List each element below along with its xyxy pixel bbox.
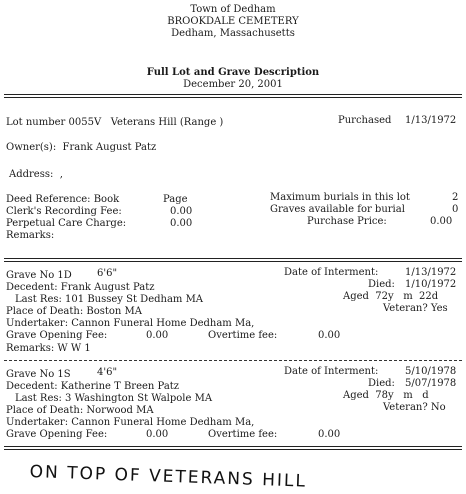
overtime-fee-value: 0.00 [318,330,341,341]
veteran-status: Veteran? Yes [383,303,448,314]
perpetual-care-value: 0.00 [170,218,193,229]
overtime-fee-label: Overtime fee: [208,330,278,341]
undertaker: Undertaker: Cannon Funeral Home Dedham Ma, [6,417,255,428]
purchased-label: Purchased [338,115,392,126]
opening-fee-label: Grave Opening Fee: [6,429,108,440]
opening-fee-value: 0.00 [146,429,169,440]
last-residence: Last Res: 101 Bussey St Dedham MA [15,294,204,305]
grave-number: Grave No 1S [6,369,71,380]
undertaker: Undertaker: Cannon Funeral Home Dedham Ma, [6,318,255,329]
opening-fee-label: Grave Opening Fee: [6,330,108,341]
place-of-death: Place of Death: Boston MA [6,306,143,317]
place-of-death: Place of Death: Norwood MA [6,405,154,416]
age-at-death: Aged 78y m d [343,390,429,401]
lot-remarks: Remarks: [6,230,55,241]
died-date: 1/10/1972 [405,279,457,290]
decedent: Decedent: Katherine T Breen Patz [6,381,180,392]
grave-size: 6'6" [97,268,118,279]
divider [4,449,462,450]
cemetery-name: BROOKDALE CEMETERY [167,16,299,27]
died-label: Died: [368,378,395,389]
address: Address: , [9,169,63,180]
age-at-death: Aged 72y m 22d [343,291,439,302]
grave-size: 4'6" [97,367,118,378]
divider [4,258,462,259]
interment-date: 1/13/1972 [405,267,457,278]
town-name: Town of Dedham [190,4,276,15]
divider [4,446,462,447]
interment-label: Date of Interment: [284,366,379,377]
clerk-fee-value: 0.00 [170,206,193,217]
interment-label: Date of Interment: [284,267,379,278]
graves-available-value: 0 [452,204,459,215]
max-burials-value: 2 [452,192,459,203]
overtime-fee-label: Overtime fee: [208,429,278,440]
purchased-date: 1/13/1972 [405,115,457,126]
died-label: Died: [368,279,395,290]
location: Dedham, Massachusetts [171,28,295,39]
page-label: Page [163,194,188,205]
document-date: December 20, 2001 [183,79,283,90]
decedent: Decedent: Frank August Patz [6,282,155,293]
clerk-fee-label: Clerk's Recording Fee: [6,206,122,217]
owners: Owner(s): Frank August Patz [6,142,157,153]
deed-reference: Deed Reference: Book [6,194,120,205]
last-residence: Last Res: 3 Washington St Walpole MA [15,393,213,404]
perpetual-care-label: Perpetual Care Charge: [6,218,127,229]
divider [4,97,462,98]
overtime-fee-value: 0.00 [318,429,341,440]
died-date: 5/07/1978 [405,378,457,389]
interment-date: 5/10/1978 [405,366,457,377]
grave-remarks: Remarks: W W 1 [6,343,91,354]
document-title: Full Lot and Grave Description [146,67,320,78]
divider [4,261,462,262]
purchase-price-value: 0.00 [430,216,453,227]
max-burials-label: Maximum burials in this lot [270,192,410,203]
graves-available-label: Graves available for burial [270,204,405,215]
divider [4,94,462,95]
lot-number: Lot number 0055V Veterans Hill (Range ) [6,117,224,128]
opening-fee-value: 0.00 [146,330,169,341]
divider [4,360,462,361]
veteran-status: Veteran? No [383,402,446,413]
grave-number: Grave No 1D [6,270,72,281]
purchase-price-label: Purchase Price: [307,216,387,227]
handwritten-note: ON TOP OF VETERANS HILL [29,462,308,492]
